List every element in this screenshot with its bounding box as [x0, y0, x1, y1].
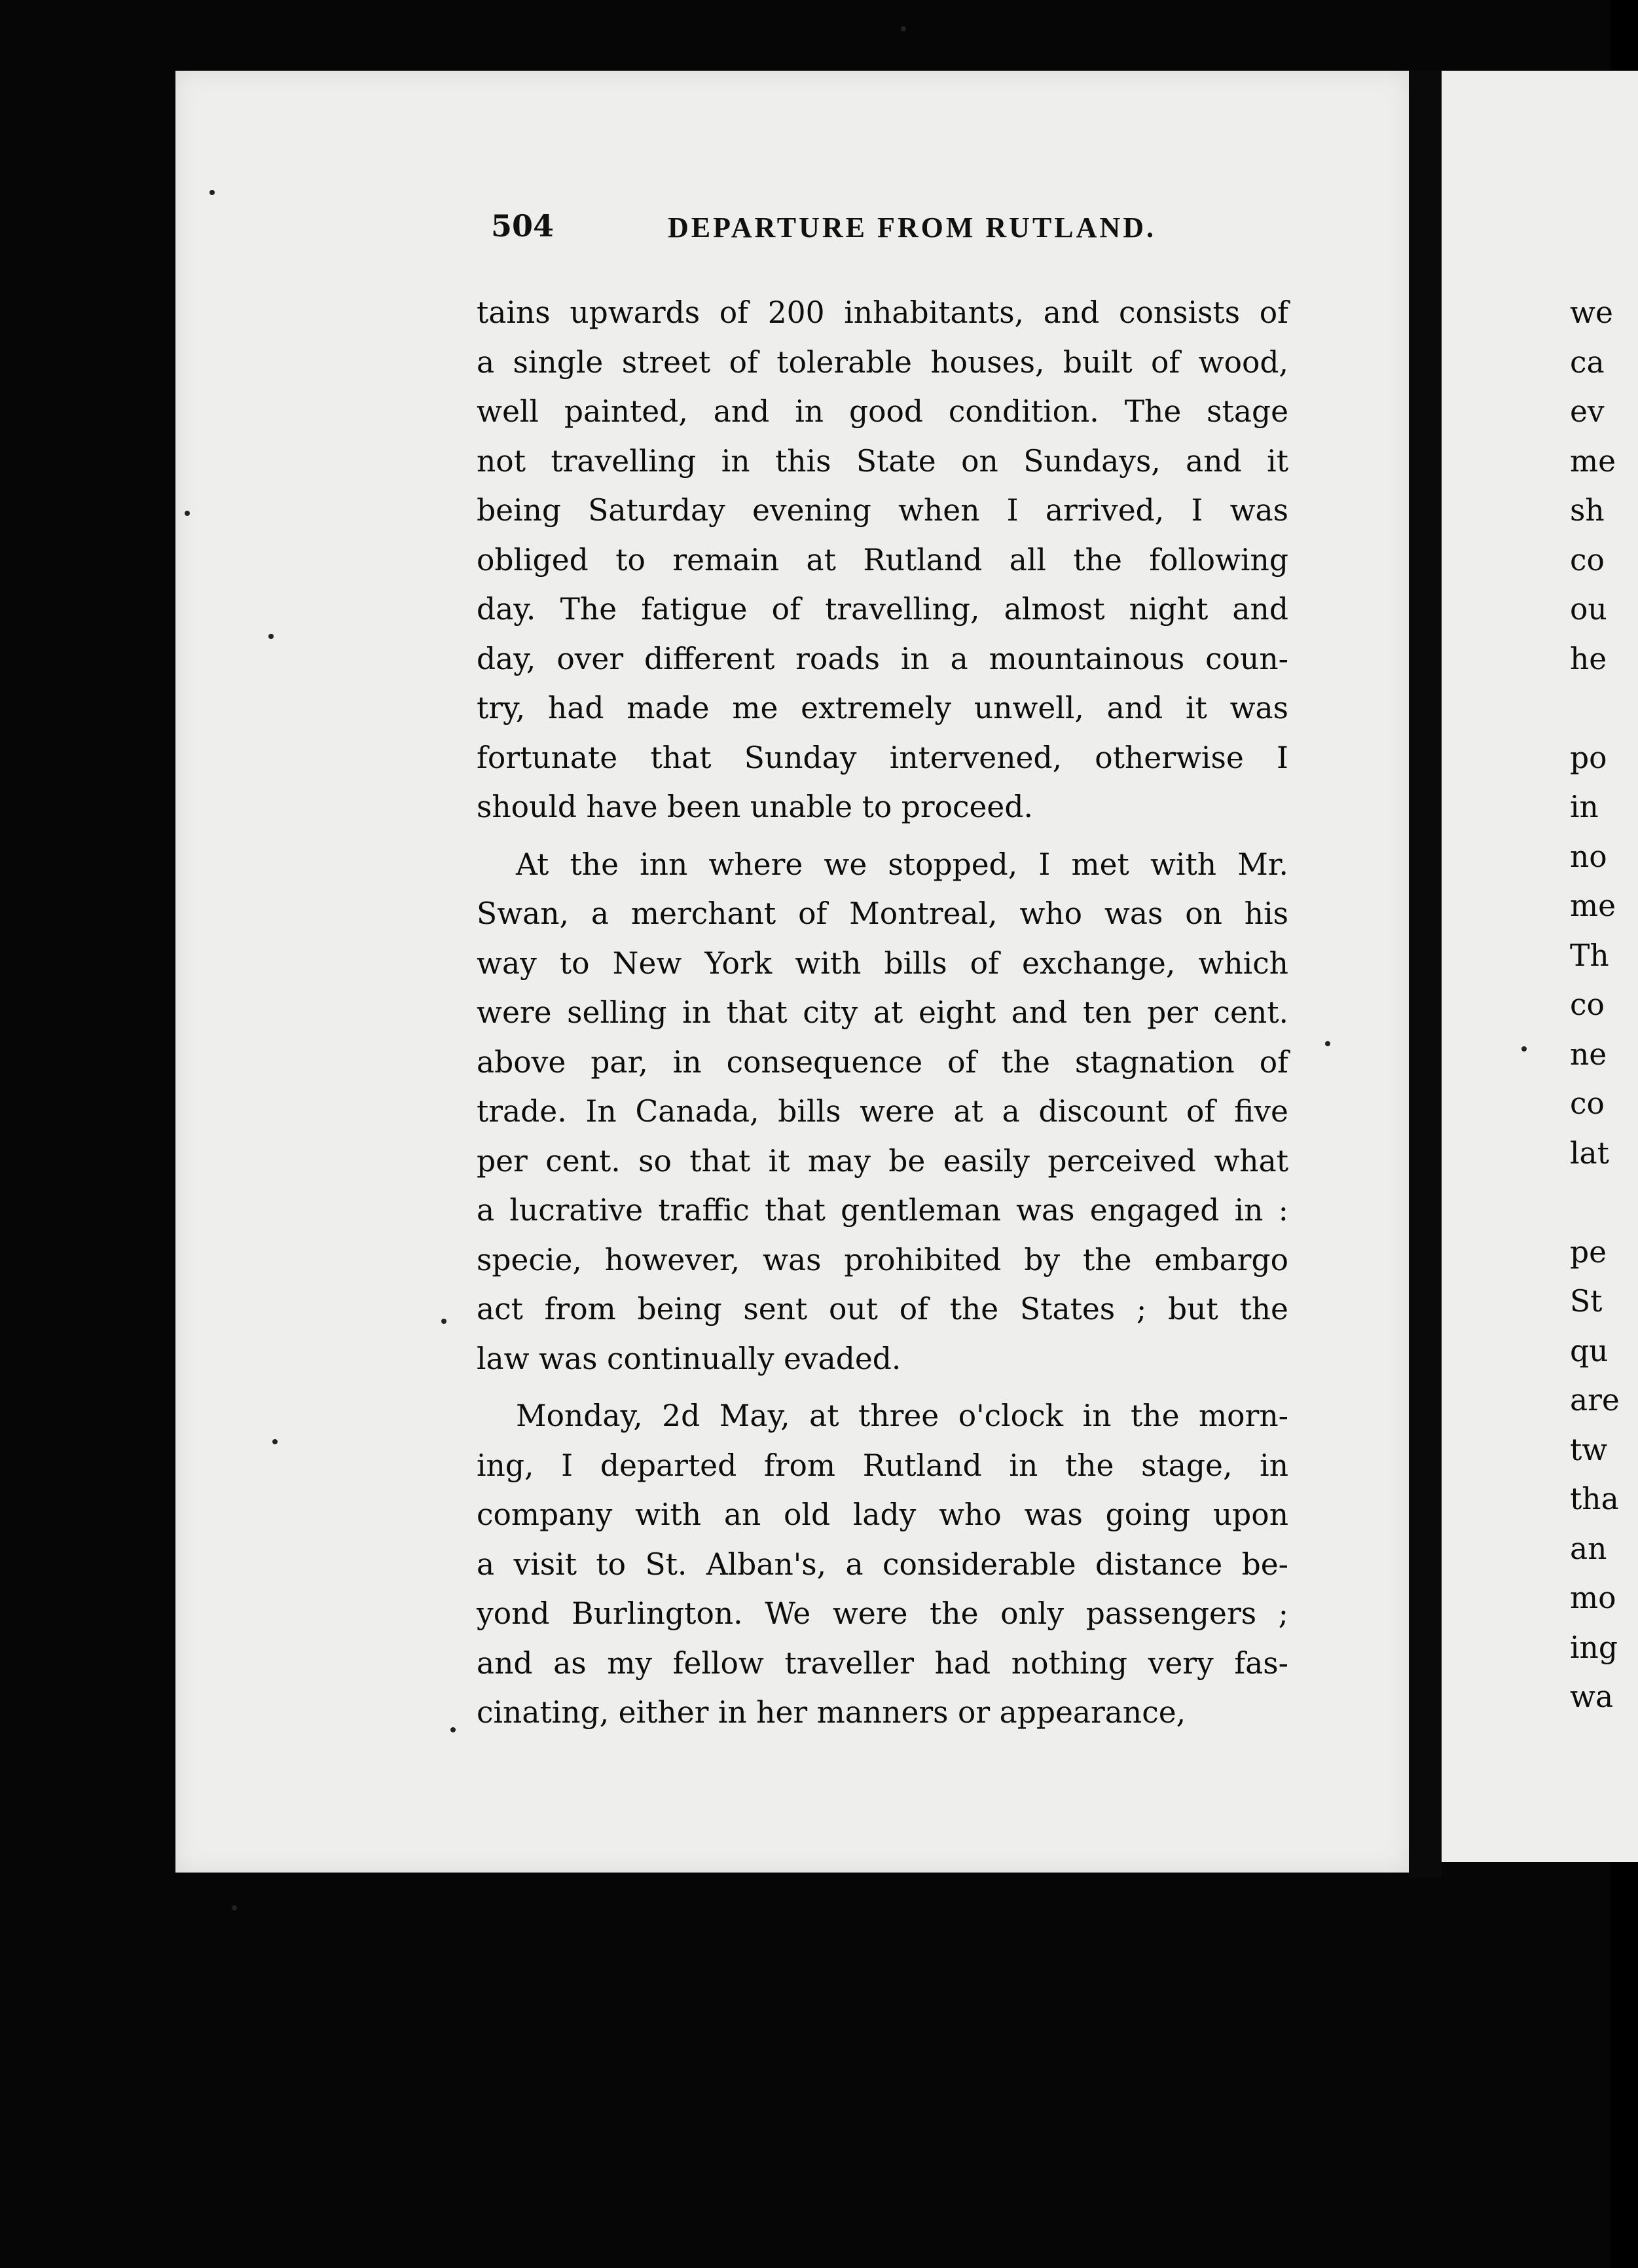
text-line: cinating, either in her manners or appearance, — [477, 1695, 1186, 1730]
facing-text-fragment: ev — [1570, 394, 1605, 429]
scan-speck — [901, 26, 906, 31]
text-line: Swan, a merchant of Montreal, who was on his — [477, 896, 1288, 931]
text-line: act from being sent out of the States ; but the — [477, 1292, 1288, 1326]
text-line: above par, in consequence of the stagnation of — [477, 1044, 1288, 1080]
page-header — [491, 208, 1309, 254]
text-line: day. The fatigue of travelling, almost night and — [477, 592, 1288, 627]
facing-text-fragment: ou — [1570, 592, 1607, 627]
facing-text-fragment: ing — [1570, 1630, 1618, 1665]
facing-text-fragment: St — [1570, 1284, 1603, 1319]
text-line: yond Burlington. We were the only passengers ; — [477, 1596, 1288, 1631]
facing-text-fragment: we — [1570, 295, 1613, 330]
scan-speck — [185, 511, 190, 516]
text-line: being Saturday evening when I arrived, I was — [477, 493, 1288, 528]
running-head: DEPARTURE FROM RUTLAND. — [668, 211, 1156, 244]
facing-text-fragment: are — [1570, 1383, 1620, 1418]
facing-text-fragment: sh — [1570, 493, 1605, 528]
body-text — [477, 288, 1288, 1738]
facing-text-fragment: me — [1570, 888, 1616, 923]
facing-text-fragment: po — [1570, 740, 1607, 775]
text-line: not travelling in this State on Sundays, and it — [477, 443, 1288, 479]
facing-text-fragment: co — [1570, 542, 1605, 577]
text-line: a single street of tolerable houses, built of wood, — [477, 344, 1288, 380]
text-line: tains upwards of 200 inhabitants, and consists of — [477, 295, 1288, 330]
text-line: Monday, 2d May, at three o'clock in the morn- — [516, 1399, 1288, 1433]
text-line: company with an old lady who was going upon — [477, 1497, 1288, 1532]
facing-text-fragment: ne — [1570, 1036, 1607, 1072]
text-line: specie, however, was prohibited by the embargo — [477, 1242, 1288, 1277]
text-line: a lucrative traffic that gentleman was engaged in : — [477, 1193, 1288, 1228]
facing-text-fragment: he — [1570, 641, 1607, 676]
text-line: At the inn where we stopped, I met with Mr. — [516, 847, 1288, 882]
facing-text-fragment: wa — [1570, 1679, 1614, 1714]
facing-text-fragment: pe — [1570, 1234, 1607, 1270]
scan-speck — [209, 190, 215, 195]
facing-text-fragment: tw — [1570, 1432, 1608, 1467]
text-line: fortunate that Sunday intervened, otherwise I — [477, 740, 1288, 775]
scan-speck — [450, 1727, 456, 1732]
facing-text-fragment: co — [1570, 987, 1605, 1022]
text-line: per cent. so that it may be easily perceived what — [477, 1143, 1288, 1179]
text-line: a visit to St. Alban's, a considerable distance be- — [477, 1546, 1288, 1582]
facing-text-fragment: in — [1570, 790, 1599, 824]
facing-text-fragment: an — [1570, 1531, 1607, 1566]
facing-text-fragment: qu — [1570, 1333, 1609, 1368]
paragraph — [477, 288, 1288, 832]
scan-speck — [272, 1439, 278, 1444]
text-line: well painted, and in good condition. The stage — [477, 394, 1288, 429]
scan-speck — [441, 1319, 446, 1324]
facing-text-fragment: lat — [1570, 1135, 1609, 1171]
facing-text-fragment: ca — [1570, 344, 1605, 380]
scan-speck — [232, 1905, 237, 1911]
text-line: way to New York with bills of exchange, which — [477, 945, 1288, 981]
facing-text-fragment — [1570, 1178, 1635, 1228]
scan-speck — [1325, 1041, 1330, 1046]
gutter — [1409, 71, 1442, 1878]
page-number: 504 — [491, 208, 555, 244]
text-line: should have been unable to proceed. — [477, 790, 1033, 824]
text-line: try, had made me extremely unwell, and it was — [477, 691, 1288, 725]
text-line: ing, I departed from Rutland in the stage, in — [477, 1448, 1288, 1483]
facing-text-fragment: mo — [1570, 1581, 1616, 1615]
facing-text-fragment — [1570, 684, 1635, 733]
facing-text-fragment: tha — [1570, 1482, 1619, 1516]
facing-text-fragment: Th — [1570, 938, 1609, 973]
facing-text-fragment: co — [1570, 1086, 1605, 1121]
scan-speck — [268, 634, 274, 639]
text-line: day, over different roads in a mountainous coun- — [477, 641, 1288, 676]
text-line: were selling in that city at eight and ten per cent. — [477, 995, 1288, 1030]
text-line: obliged to remain at Rutland all the following — [477, 542, 1288, 577]
facing-text-fragment: me — [1570, 443, 1616, 479]
text-line: law was continually evaded. — [477, 1341, 901, 1376]
text-line: trade. In Canada, bills were at a discount of five — [477, 1094, 1288, 1129]
text-line: and as my fellow traveller had nothing very fas- — [477, 1645, 1288, 1681]
facing-text-fragment: no — [1570, 839, 1607, 874]
paragraph — [477, 840, 1288, 1384]
scan-speck — [1521, 1046, 1527, 1052]
paragraph — [477, 1391, 1288, 1738]
facing-page-text — [1570, 288, 1635, 1722]
